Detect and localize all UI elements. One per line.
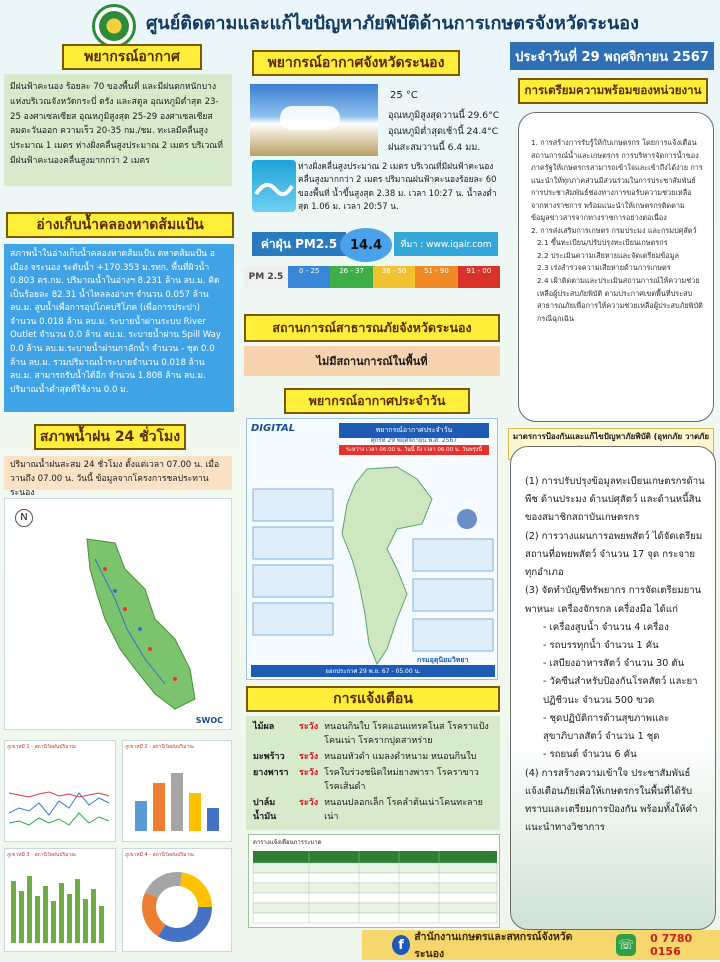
pm-value: 14.4 bbox=[340, 228, 392, 262]
forecast-label: พยากรณ์อากาศ bbox=[62, 44, 202, 70]
temp-min: อุณหภูมิต่ำสุดเช้านี้ 24.4°C bbox=[388, 126, 499, 137]
daily-header: พยากรณ์อากาศประจำวัน bbox=[339, 423, 489, 438]
measure-item: - เสบียงอาหารสัตว์ จำนวน 30 ตัน bbox=[543, 658, 685, 670]
rainfall-map bbox=[4, 498, 232, 730]
thailand-map-graphic bbox=[247, 419, 498, 680]
bar-chart-graphic bbox=[5, 861, 115, 949]
warning-crop: ยางพารา bbox=[253, 767, 289, 778]
province-map-shape bbox=[5, 499, 233, 731]
chart-title: ภูเขาหมี 1 - สถานีวัดฝนปริมาณ bbox=[7, 744, 76, 750]
prep-item: 2.2 ประเมินความเสียหายและจัดเตรียมข้อมูล bbox=[537, 250, 679, 260]
province-weather-label: พยากรณ์อากาศจังหวัดระนอง bbox=[252, 50, 460, 76]
warning-label: การแจ้งเตือน bbox=[246, 686, 500, 712]
prep-item: 2.3 เร่งสำรวจความเสียหายด้านการเกษตร bbox=[537, 263, 671, 273]
prep-item: 2.4 เฝ้าติดตามและประเมินสถานการณ์ให้ความช่วยเหลือผู้ประสบภัยพิบัติ ตามประกาศเขตพื้นที่ประสบสาธารณภัยเพื่อการให้ความช่วยเหลือผู้ประสบภัยพิบัติกรณีฉุกเฉิน bbox=[537, 276, 703, 323]
warning-detail: หนอนหัวดำ แมลงดำหนาม หนอนกินใบ bbox=[324, 751, 477, 762]
pm-range-2: 26 - 37 bbox=[330, 266, 372, 288]
daily-brand: DIGITAL bbox=[251, 423, 296, 434]
compass-icon: N bbox=[15, 509, 33, 527]
rain-chart-3 bbox=[4, 848, 116, 952]
measure-item: - รถบรรทุกน้ำ จำนวน 1 คัน bbox=[543, 639, 659, 651]
warning-row bbox=[250, 766, 496, 796]
footer bbox=[362, 930, 720, 960]
prep-item: 2. การส่งเสริมการเกษตร กรมประมง และกรมปศุสัตว์ bbox=[531, 225, 697, 235]
warning-level: ระวัง bbox=[299, 767, 319, 778]
prep-panel bbox=[518, 112, 714, 422]
measure-item: (3) จัดทำบัญชีทรัพยากร การจัดเตรียมยานพาหนะ เครื่องจักรกล เครื่องมือ ได้แก่ bbox=[525, 585, 702, 615]
logo bbox=[92, 4, 136, 48]
warning-row bbox=[250, 796, 496, 826]
map-source: SWOC bbox=[195, 716, 223, 725]
daily-period: ระหว่าง เวลา 06.00 น. วันนี้ ถึง เวลา 06.00 น. วันพรุ่งนี้ bbox=[339, 445, 489, 455]
sea-text: ห่างฝั่งคลื่นสูงประมาณ 2 เมตร บริเวณที่มีฝนฟ้าคะนองคลื่นสูงมากกว่า 2 เมตร ปริมาณฝนฟ้าคะนองร้อยละ 60 ของพื้นที่ น้ำขึ้นสูงสุด 2.38 ม. เวลา 10:27 น. น้ำลงต่ำสุด 1.06 ม. เวลา 20:57 น. bbox=[298, 161, 497, 211]
measure-item: - รถยนต์ จำนวน 6 คัน bbox=[543, 749, 637, 761]
measure-item: (4) การสร้างความเข้าใจ ประชาสัมพันธ์แจ้งเตือนภัยเพื่อให้เกษตรกรในพื้นที่ได้รับทราบและเตรียมการป้องกัน พร้อมทั้งให้คำแนะนำทางวิชาการ bbox=[525, 767, 698, 834]
pm-scale bbox=[244, 266, 500, 288]
facebook-icon[interactable]: f bbox=[392, 935, 410, 955]
donut-chart-graphic bbox=[123, 861, 231, 949]
measure-item: (2) การวางแผนการอพยพสัตว์ ได้จัดเตรียมสถานที่อพยพสัตว์ จำนวน 17 จุด กระจายทุกอำเภอ bbox=[525, 530, 703, 579]
measure-item: - ชุดปฏิบัติการด้านสุขภาพและสุขาภิบาลสัตว์ จำนวน 1 ชุด bbox=[543, 712, 670, 743]
warning-level: ระวัง bbox=[299, 797, 319, 808]
warning-table bbox=[250, 720, 496, 826]
forecast-text: มีฝนฟ้าคะนอง ร้อยละ 70 ของพื้นที่ และมีฝนตกหนักบางแห่งบริเวณจังหวัดกระบี่ ตรัง และสตูล อุณหภูมิต่ำสุด 23-25 องศาเซลเซียส อุณหภูมิสูงสุด 25-29 องศาเซลเซียส ลมตะวันออก ความเร็ว 20-35 กม./ชม. ทะเลมีคลื่นสูงประมาณ 1 เมตร ห่างฝั่งคลื่นสูงประมาณ 2 เมตร บริเวณที่มีฝนฟ้าคะนองคลื่นสูงมากกว่า 2 เมตร bbox=[4, 74, 232, 186]
pest-table-graphic bbox=[249, 849, 501, 931]
pest-table-title: ตารางแจ้งเตือนการระบาด bbox=[253, 839, 322, 846]
rain-text: ปริมาณน้ำฝนสะสม 24 ชั่วโมง ตั้งแต่เวลา 07.00 น. เมื่อวานถึง 07.00 น. วันนี้ ข้อมูลจากโครงการชลประทานระนอง bbox=[4, 456, 232, 490]
rain-label: สภาพน้ำฝน 24 ชั่วโมง bbox=[34, 424, 186, 450]
measures-label: มาตรการป้องกันและแก้ไขปัญหาภัยพิบัติ (อุทกภัย วาตภัย bbox=[508, 428, 714, 460]
pm-range-5: 91 - 00 bbox=[458, 266, 500, 288]
warning-row bbox=[250, 750, 496, 766]
daily-date: ศุกร์ที่ 29 พฤศจิกายน พ.ศ. 2567 bbox=[370, 437, 458, 444]
pm-range-4: 51 - 90 bbox=[415, 266, 457, 288]
warning-crop: มะพร้าว bbox=[253, 751, 285, 762]
warning-panel bbox=[246, 716, 500, 830]
reservoir-label: อ่างเก็บน้ำคลองหาดส้มแป้น bbox=[6, 212, 234, 238]
pm-scale-title: PM 2.5 bbox=[244, 266, 288, 288]
prep-label: การเตรียมความพร้อมของหน่วยงาน bbox=[518, 78, 708, 104]
footer-phone: 0 7780 0156 bbox=[650, 932, 693, 958]
logo-emblem-icon bbox=[99, 11, 129, 41]
daily-forecast-label: พยากรณ์อากาศประจำวัน bbox=[284, 388, 470, 414]
measures-panel bbox=[510, 446, 716, 930]
pm-source: ที่มา : www.iqair.com bbox=[394, 232, 498, 256]
chart-title: ภูเขาหมี 2 - สถานีวัดฝนปริมาณ bbox=[125, 744, 194, 750]
warning-detail: หนอนปลอกเล็ก โรคลำต้นเน่าโคนทะลายเน่า bbox=[324, 797, 483, 822]
rain-chart-4 bbox=[122, 848, 232, 952]
pest-table-image bbox=[248, 834, 500, 928]
date-bar: ประจำวันที่ 29 พฤศจิกายน 2567 bbox=[510, 42, 714, 70]
line-chart-graphic bbox=[5, 753, 115, 838]
prep-item: 2.1 ขึ้นทะเบียน/ปรับปรุงทะเบียนเกษตรกร bbox=[537, 238, 668, 248]
wave-icon bbox=[252, 160, 296, 212]
disaster-text: ไม่มีสถานการณ์ในพื้นที่ bbox=[244, 346, 500, 376]
warning-level: ระวัง bbox=[299, 751, 319, 762]
pm-range-1: 0 - 25 bbox=[288, 266, 330, 288]
warning-row bbox=[250, 720, 496, 750]
prep-item: 1. การสร้างการรับรู้ให้กับเกษตรกร โดยการแจ้งเตือนสถานการณ์น้ำและเกษตรกร การบริหารจัดการน้ำของภาครัฐให้เกษตรกรสามารถเข้าใจและเข้าถึงได้ง่าย การแนะนำให้ทุกภาคส่วนมีส่วนร่วมในการประชาสัมพันธ์ การประชาสัมพันธ์ช่องทางการขอรับความช่วยเหลือจากทางราชการ พร้อมแนะนำให้เกษตรกรติดตามข้อมูลข่าวสารจากทางราชการอย่างต่อเนื่อง bbox=[531, 138, 703, 223]
rain-chart-1 bbox=[4, 740, 116, 842]
warning-detail: โรคใบร่วงชนิดใหม่ยางพารา โรคราขาว โรคเส้นดำ bbox=[324, 767, 479, 792]
cloud-icon bbox=[280, 106, 340, 130]
rain-chart-2 bbox=[122, 740, 232, 842]
measure-item: - วัคซีนสำหรับป้องกันโรคสัตว์ และยาปฏิชีวนะ จำนวน 500 ขวด bbox=[543, 676, 698, 706]
footer-org: สำนักงานเกษตรและสหกรณ์จังหวัดระนอง bbox=[414, 931, 573, 960]
page-title: ศูนย์ติดตามและแก้ไขปัญหาภัยพิบัติด้านการเกษตรจังหวัดระนอง bbox=[146, 13, 639, 34]
temp-max: อุณหภูมิสูงสุดวานนี้ 29.6°C bbox=[388, 110, 500, 121]
rain-yesterday: ฝนสะสมวานนี้ 6.4 มม. bbox=[388, 142, 481, 153]
warning-level: ระวัง bbox=[299, 722, 319, 732]
chart-title: ภูเขาหมี 4 - สถานีวัดฝนปริมาณ bbox=[125, 852, 194, 858]
bar-chart-graphic bbox=[123, 753, 231, 838]
warning-crop: ไม้ผล bbox=[253, 722, 275, 732]
weather-photo bbox=[250, 84, 378, 156]
disaster-label: สถานการณ์สาธารณภัยจังหวัดระนอง bbox=[244, 314, 500, 342]
phone-icon: ☏ bbox=[616, 934, 636, 956]
measure-item: - เครื่องสูบน้ำ จำนวน 4 เครื่อง bbox=[543, 621, 669, 633]
daily-footer: ออกประกาศ 29 พ.ย. 67 - 05.00 น. bbox=[251, 665, 495, 677]
measure-item: (1) การปรับปรุงข้อมูลทะเบียนเกษตรกรด้านพืช ด้านประมง ด้านปศุสัตว์ และด้านหนี้สินของสมาชิกสถาบันเกษตรกร bbox=[525, 476, 705, 524]
daily-forecast-infographic bbox=[246, 418, 498, 680]
temp-now: 25 °C bbox=[390, 90, 418, 101]
reservoir-text: สภาพน้ำในอ่างเก็บน้ำคลองหาดส้มแป้น ตหาดส้มแป้น อเมือง จระนอง ระดับน้ำ +170.353 ม.รทก. พื้นที่ผิวน้ำ 0.803 ตร.กม. ปริมาณน้ำในอ่างฯ 8.231 ล้าน ลบ.ม. คิดเป็นร้อยละ 82.31 น้ำไหลลงอ่างฯ จำนวน 0.057 ล้าน ลบ.ม. สูบน้ำเพื่อการอุปโภคบริโภค (เพื่อการประปา) จำนวน 0.018 ล้าน ลบ.ม. ระบายน้ำผ่านระบบ River Outlet จำนวน 0.0 ล้าน ลบ.ม. ระบายน้ำผ่าน Spill Way 0.0 ล้าน ลบ.ม.ระบายน้ำผ่านกาลักน้ำ จำนวน - ชุด 0.0 ล้าน ลบ.ม. รวมปริมาณน้ำระบายจำนวน 0.018 ล้าน ลบ.ม. สามารถรับน้ำได้อีก จำนวน 1.808 ล้าน ลบ.ม. ปริมาณน้ำต่ำสุดที่ใช้งาน 0.0 ม. bbox=[4, 244, 234, 412]
warning-crop: ปาล์มน้ำมัน bbox=[253, 797, 277, 822]
pm-range-3: 38 - 50 bbox=[373, 266, 415, 288]
daily-org: กรมอุตุนิยมวิทยา bbox=[417, 656, 469, 664]
chart-title: ภูเขาหมี 3 - สถานีวัดฝนปริมาณ bbox=[7, 852, 76, 858]
warning-detail: หนอนกินใบ โรคแอนแทรคโนส โรคราแป้ง โคนเน่า โรครากปุดสาหร่าย bbox=[324, 722, 489, 746]
pm-label: ค่าฝุ่น PM2.5 bbox=[252, 232, 346, 256]
